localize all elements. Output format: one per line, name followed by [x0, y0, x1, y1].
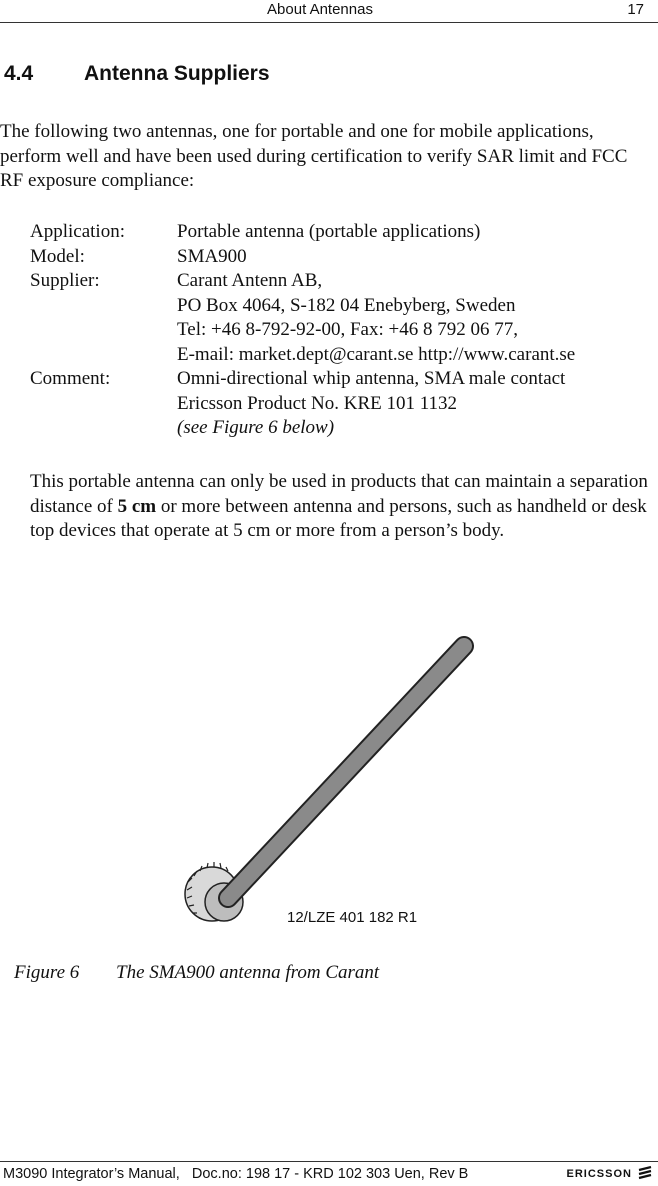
- section-number: 4.4: [4, 62, 34, 85]
- antenna-illustration: [180, 630, 480, 930]
- spec-row-application: [30, 220, 575, 245]
- model-value: SMA900: [177, 245, 247, 267]
- application-value: Portable antenna (portable applications): [177, 221, 481, 242]
- section-title: Antenna Suppliers: [84, 62, 270, 85]
- footer-doc-info: M3090 Integrator’s Manual, Doc.no: 198 17 - KRD 102 303 Uen, Rev B: [3, 1166, 469, 1182]
- supplier-line: PO Box 4064, S-182 04 Enebyberg, Sweden: [177, 294, 516, 316]
- page-header: [0, 0, 658, 23]
- comment-label: Comment:: [30, 368, 111, 389]
- figure-caption: [14, 962, 379, 984]
- distance-note: [30, 470, 652, 544]
- supplier-label: Supplier:: [30, 270, 100, 291]
- comment-line: Ericsson Product No. KRE 101 1132: [177, 392, 458, 414]
- section-heading: [4, 62, 270, 86]
- supplier-line: Tel: +46 8-792-92-00, Fax: +46 8 792 06 77,: [177, 319, 518, 340]
- figure-caption-text: The SMA900 antenna from Carant: [116, 962, 380, 983]
- antenna-whip: [228, 646, 464, 898]
- comment-line: (see Figure 6 below): [177, 417, 335, 438]
- intro-paragraph: The following two antennas, one for portable and one for mobile applications, perform well and have been used during certification to verify SAR limit and FCC RF exposure compliance:: [0, 121, 628, 191]
- figure-number: Figure 6: [14, 962, 80, 983]
- header-title: About Antennas: [267, 1, 373, 18]
- note-distance: 5 cm: [117, 495, 157, 517]
- figure-code: 12/LZE 401 182 R1: [287, 909, 418, 926]
- page-number: 17: [627, 1, 644, 18]
- application-label: Application:: [30, 221, 125, 242]
- spec-row-supplier: [30, 269, 575, 367]
- page-footer: [0, 1161, 658, 1186]
- antenna-specs: [30, 220, 575, 441]
- spec-row-comment: [30, 367, 575, 441]
- spec-row-model: [30, 245, 575, 270]
- supplier-line: Carant Antenn AB,: [177, 270, 323, 291]
- ericsson-logo-text: ERICSSON: [566, 1168, 632, 1180]
- ericsson-logo-icon: [638, 1166, 652, 1180]
- note-text: or more between antenna and persons, such as handheld or desk top devices that operate at 5 cm or more from a person’s body.: [30, 495, 647, 541]
- note-text: This portable antenna can only be used in products that can maintain a separation distance of: [30, 471, 648, 517]
- comment-line: Omni-directional whip antenna, SMA male contact: [177, 368, 566, 389]
- model-label: Model:: [30, 245, 85, 267]
- supplier-line: E-mail: market.dept@carant.se http://www.carant.se: [177, 343, 576, 365]
